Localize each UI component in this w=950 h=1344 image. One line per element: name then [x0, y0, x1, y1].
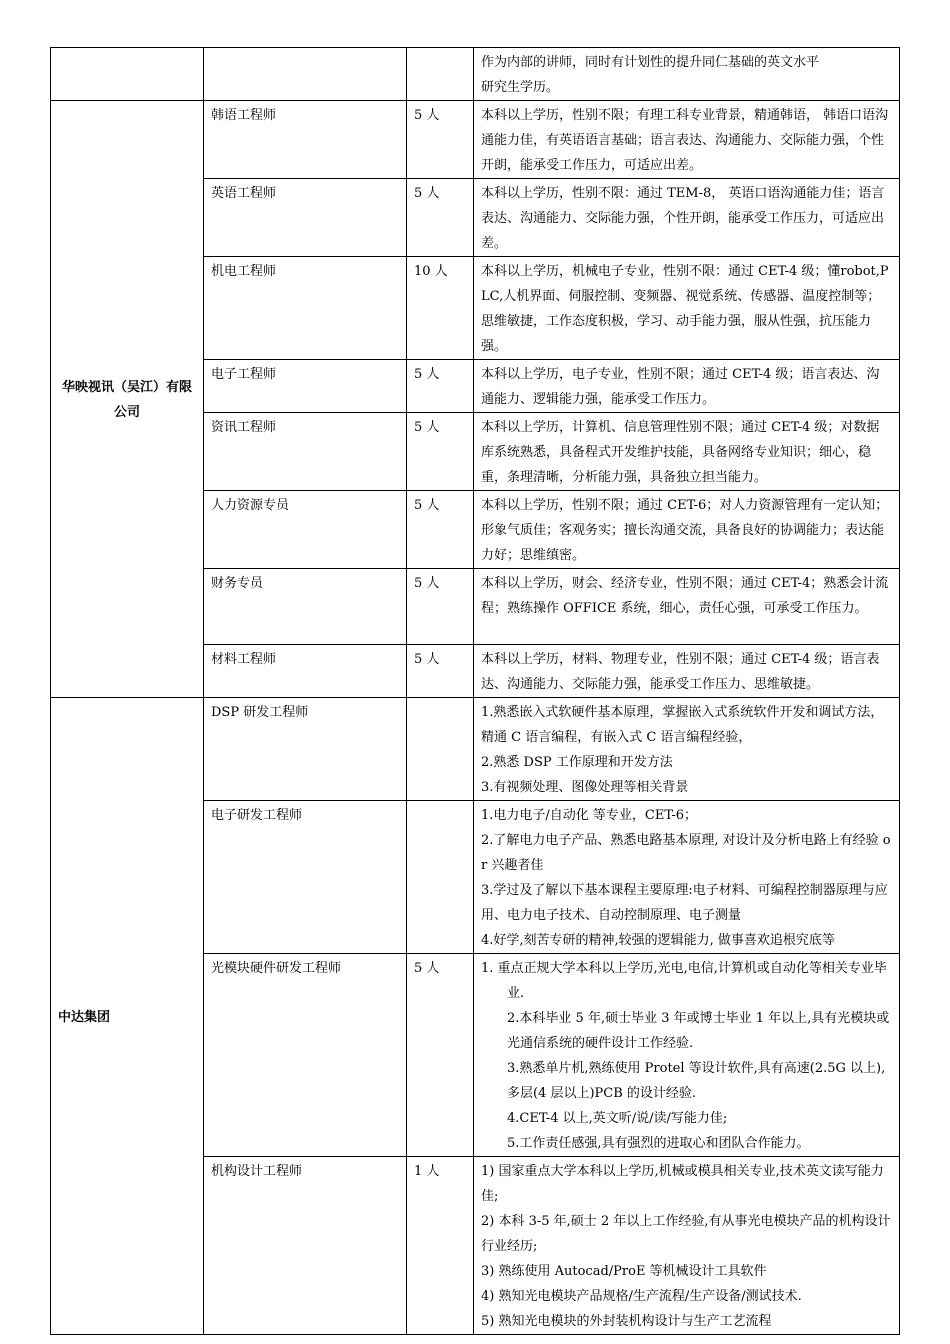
count-cell: 1 人: [407, 1157, 474, 1335]
requirements-cell: [474, 257, 900, 360]
company-cell: [51, 48, 204, 101]
position-cell: 电子工程师: [204, 360, 407, 413]
requirements-cell: [474, 569, 900, 645]
requirement-line: 4) 熟知光电模块产品规格/生产流程/生产设备/测试技术.: [481, 1289, 802, 1304]
position-cell: [204, 48, 407, 101]
requirement-line: 本科以上学历，材料、物理专业，性别不限；通过 CET-4 级；语言表达、沟通能力、交际能力强，能承受工作压力、思维敏捷。: [481, 652, 880, 692]
position-cell: 材料工程师: [204, 645, 407, 698]
requirements-cell: [474, 801, 900, 954]
position-cell: 英语工程师: [204, 179, 407, 257]
requirements-cell: [474, 179, 900, 257]
table-row: [51, 101, 900, 179]
count-cell: 5 人: [407, 179, 474, 257]
position-cell: 人力资源专员: [204, 491, 407, 569]
requirement-line: 本科以上学历，电子专业，性别不限；通过 CET-4 级；语言表达、沟通能力、逻辑能力强，能承受工作压力。: [481, 367, 880, 407]
requirement-line: 1.熟悉嵌入式软硬件基本原理，掌握嵌入式系统软件开发和调试方法，精通 C 语言编程，有嵌入式 C 语言编程经验，: [481, 705, 884, 745]
count-cell: 5 人: [407, 491, 474, 569]
recruitment-table: [50, 47, 900, 1335]
requirement-line: 1) 国家重点大学本科以上学历,机械或模具相关专业,技术英文读写能力佳;: [481, 1164, 884, 1204]
requirement-line: 4.好学,刻苦专研的精神,较强的逻辑能力, 做事喜欢追根究底等: [481, 933, 835, 948]
requirements-cell: [474, 360, 900, 413]
count-cell: 5 人: [407, 360, 474, 413]
company-cell: 华映视讯（吴江）有限公司: [51, 101, 204, 698]
position-cell: 财务专员: [204, 569, 407, 645]
count-cell: 5 人: [407, 413, 474, 491]
requirements-cell: [474, 413, 900, 491]
requirements-cell: [474, 101, 900, 179]
position-cell: 韩语工程师: [204, 101, 407, 179]
requirement-line: 2.本科毕业 5 年,硕士毕业 3 年或博士毕业 1 年以上,具有光模块或光通信系统的硬件设计工作经验.: [507, 1011, 890, 1051]
requirement-line: 本科以上学历，性别不限；有理工科专业背景，精通韩语， 韩语口语沟通能力佳，有英语语言基础；语言表达、沟通能力、交际能力强，个性开朗，能承受工作压力，可适应出差。: [481, 108, 889, 173]
requirement-line: 2.了解电力电子产品、熟悉电路基本原理, 对设计及分析电路上有经验 or 兴趣者佳: [481, 833, 891, 873]
requirement-line: 5) 熟知光电模块的外封装机构设计与生产工艺流程: [481, 1314, 772, 1329]
requirement-line: 3) 熟练使用 Autocad/ProE 等机械设计工具软件: [481, 1264, 767, 1279]
count-cell: 5 人: [407, 569, 474, 645]
requirement-line: 作为内部的讲师，同时有计划性的提升同仁基础的英文水平: [481, 55, 820, 70]
requirement-line: 2.熟悉 DSP 工作原理和开发方法: [481, 755, 673, 770]
requirement-line: 研究生学历。: [481, 80, 560, 95]
requirement-line: 3.有视频处理、图像处理等相关背景: [481, 780, 689, 795]
requirement-line: 3.学过及了解以下基本课程主要原理:电子材料、可编程控制器原理与应用、电力电子技术、自动控制原理、电子测量: [481, 883, 888, 923]
requirement-line: 本科以上学历，性别不限：通过 TEM-8， 英语口语沟通能力佳；语言表达、沟通能力、交际能力强，个性开朗，能承受工作压力，可适应出差。: [481, 186, 885, 251]
count-cell: 5 人: [407, 101, 474, 179]
position-cell: 光模块硬件研发工程师: [204, 954, 407, 1157]
requirement-line: 本科以上学历，计算机、信息管理性别不限；通过 CET-4 级；对数据库系统熟悉，具备程式开发维护技能，具备网络专业知识；细心，稳重，条理清晰，分析能力强，具备独立担当能力。: [481, 420, 880, 485]
requirement-line: 本科以上学历，性别不限；通过 CET-6；对人力资源管理有一定认知；形象气质佳；客观务实；擅长沟通交流，具备良好的协调能力；表达能力好；思维缜密。: [481, 498, 889, 563]
requirement-line: 2) 本科 3-5 年,硕士 2 年以上工作经验,有从事光电模块产品的机构设计行业经历;: [481, 1214, 891, 1254]
requirements-cell: [474, 48, 900, 101]
requirement-line: 本科以上学历，机械电子专业，性别不限：通过 CET-4 级；懂robot,PLC,人机界面、伺服控制、变频器、视觉系统、传感器、温度控制等；思维敏捷，工作态度积极，学习、动手能力强，服从性强，抗压能力强。: [481, 264, 889, 354]
count-cell: [407, 698, 474, 801]
position-cell: 电子研发工程师: [204, 801, 407, 954]
requirement-line: 5.工作责任感强,具有强烈的进取心和团队合作能力。: [507, 1136, 810, 1151]
table-row: [51, 698, 900, 801]
requirement-line: 3.熟悉单片机,熟练使用 Protel 等设计软件,具有高速(2.5G 以上),多层(4 层以上)PCB 的设计经验.: [507, 1061, 886, 1101]
requirements-cell: [474, 954, 900, 1157]
requirement-line: 4.CET-4 以上,英文听/说/读/写能力佳;: [507, 1111, 728, 1126]
count-cell: [407, 48, 474, 101]
position-cell: 资讯工程师: [204, 413, 407, 491]
count-cell: 10 人: [407, 257, 474, 360]
count-cell: 5 人: [407, 954, 474, 1157]
requirements-cell: [474, 698, 900, 801]
requirement-line: 1.电力电子/自动化 等专业，CET-6；: [481, 808, 698, 823]
position-cell: 机电工程师: [204, 257, 407, 360]
position-cell: 机构设计工程师: [204, 1157, 407, 1335]
count-cell: [407, 801, 474, 954]
requirement-line: 本科以上学历，财会、经济专业，性别不限；通过 CET-4；熟悉会计流程；熟练操作 OFFICE 系统，细心，责任心强，可承受工作压力。: [481, 576, 889, 616]
requirements-cell: [474, 491, 900, 569]
requirements-cell: [474, 645, 900, 698]
position-cell: DSP 研发工程师: [204, 698, 407, 801]
count-cell: 5 人: [407, 645, 474, 698]
table-row: [51, 48, 900, 101]
requirements-cell: [474, 1157, 900, 1335]
requirement-line: 1. 重点正规大学本科以上学历,光电,电信,计算机或自动化等相关专业毕业.: [481, 961, 887, 1001]
company-cell: 中达集团: [51, 698, 204, 1335]
